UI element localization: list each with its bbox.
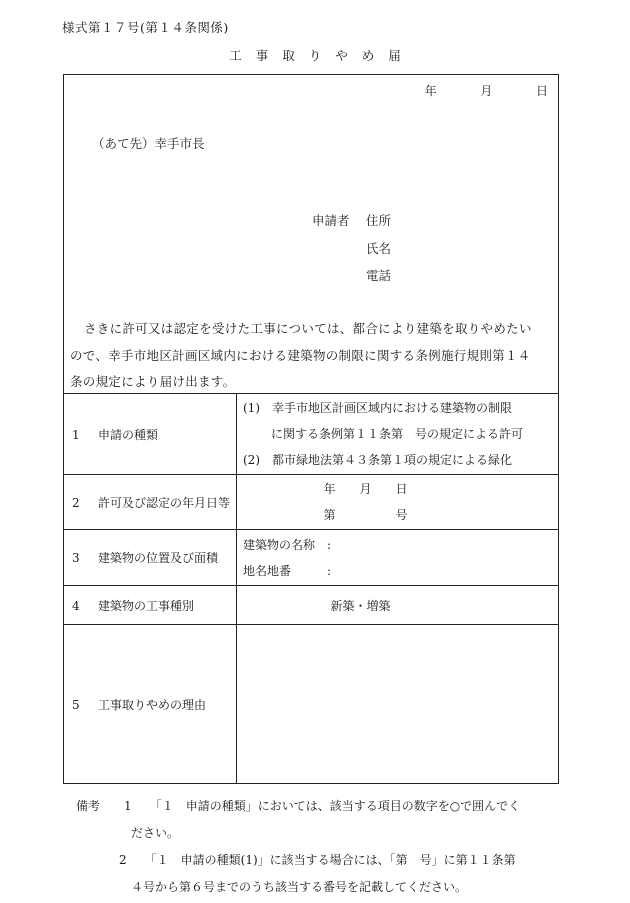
row-number: 4: [72, 598, 80, 613]
reason-cell[interactable]: [237, 625, 559, 784]
remark-text: 「１ 申請の種類(1)」に該当する場合には、「第 号」に第１１条第: [150, 853, 516, 867]
table-row: [64, 530, 559, 586]
remark-number: 2: [119, 853, 127, 867]
row-number: 3: [72, 551, 80, 565]
remark-text: 「１ 申請の種類」においては、該当する項目の数字を○で囲んでく: [155, 799, 521, 813]
row-label: 建築物の位置及び面積: [98, 551, 219, 565]
date-day: 日: [535, 84, 548, 98]
row-label-cell: [64, 625, 237, 784]
application-type-cell[interactable]: [237, 394, 559, 475]
permit-date-cell[interactable]: [237, 475, 559, 530]
permit-number: 第 号: [323, 508, 408, 522]
permit-date: 年 月 日: [323, 482, 408, 496]
remarks: [76, 793, 520, 901]
row-label: 建築物の工事種別: [98, 598, 195, 613]
lot-number-field: 地名地番 :: [243, 563, 332, 578]
location-cell[interactable]: [237, 530, 559, 586]
remark-item-1-cont: ださい。: [131, 826, 180, 840]
row-label: 許可及び認定の年月日等: [98, 495, 231, 510]
application-type-option-2: (2) 都市緑地法第４３条第１項の規定による緑化: [243, 453, 512, 467]
row-label-cell: [64, 475, 237, 530]
row-label-cell: [64, 586, 237, 625]
remark-number: 1: [124, 799, 132, 813]
row-number: 1: [72, 427, 80, 442]
date-year: 年: [424, 84, 437, 98]
phone-label: 電話: [366, 268, 392, 283]
remark-item-2-cont: ４号から第６号までのうち該当する番号を記載してください。: [131, 880, 468, 894]
form-table: [63, 393, 559, 784]
form-number: 様式第１７号(第１４条関係): [62, 20, 229, 35]
building-name-field: 建築物の名称 :: [243, 537, 332, 552]
remark-item-2: [76, 847, 520, 874]
row-label-cell: [64, 394, 237, 475]
table-row: [64, 586, 559, 625]
body-text-line: ので、幸手市地区計画区域内における建築物の制限に関する条例施行規則第１４: [70, 348, 531, 363]
remark-item-1: [76, 793, 520, 820]
applicant-label: 申請者: [312, 213, 350, 228]
name-label: 氏名: [366, 241, 392, 256]
submission-date: [425, 82, 548, 99]
form-title: 工事取りやめ届: [229, 48, 415, 63]
application-type-option-1: (1) 幸手市地区計画区域内における建築物の制限: [243, 401, 512, 415]
table-row: [64, 475, 559, 530]
address-label: 住所: [366, 213, 392, 228]
construction-type: 新築・増築: [330, 598, 391, 613]
row-number: 2: [72, 495, 80, 510]
row-label-cell: [64, 530, 237, 586]
construction-type-cell[interactable]: [237, 586, 559, 625]
remarks-label: 備考: [76, 799, 101, 813]
row-number: 5: [72, 697, 80, 712]
body-text-line: さきに許可又は認定を受けた工事については、都合により建築を取りやめたい: [84, 321, 532, 336]
row-label: 工事取りやめの理由: [98, 697, 207, 712]
application-type-option-1-cont: に関する条例第１１条第 号の規定による許可: [271, 427, 524, 441]
row-label: 申請の種類: [98, 427, 159, 442]
table-row: [64, 625, 559, 784]
addressee: （あて先）幸手市長: [92, 136, 205, 151]
table-row: [64, 394, 559, 475]
date-month: 月: [480, 84, 493, 98]
body-text-line: 条の規定により届け出ます。: [70, 374, 236, 389]
